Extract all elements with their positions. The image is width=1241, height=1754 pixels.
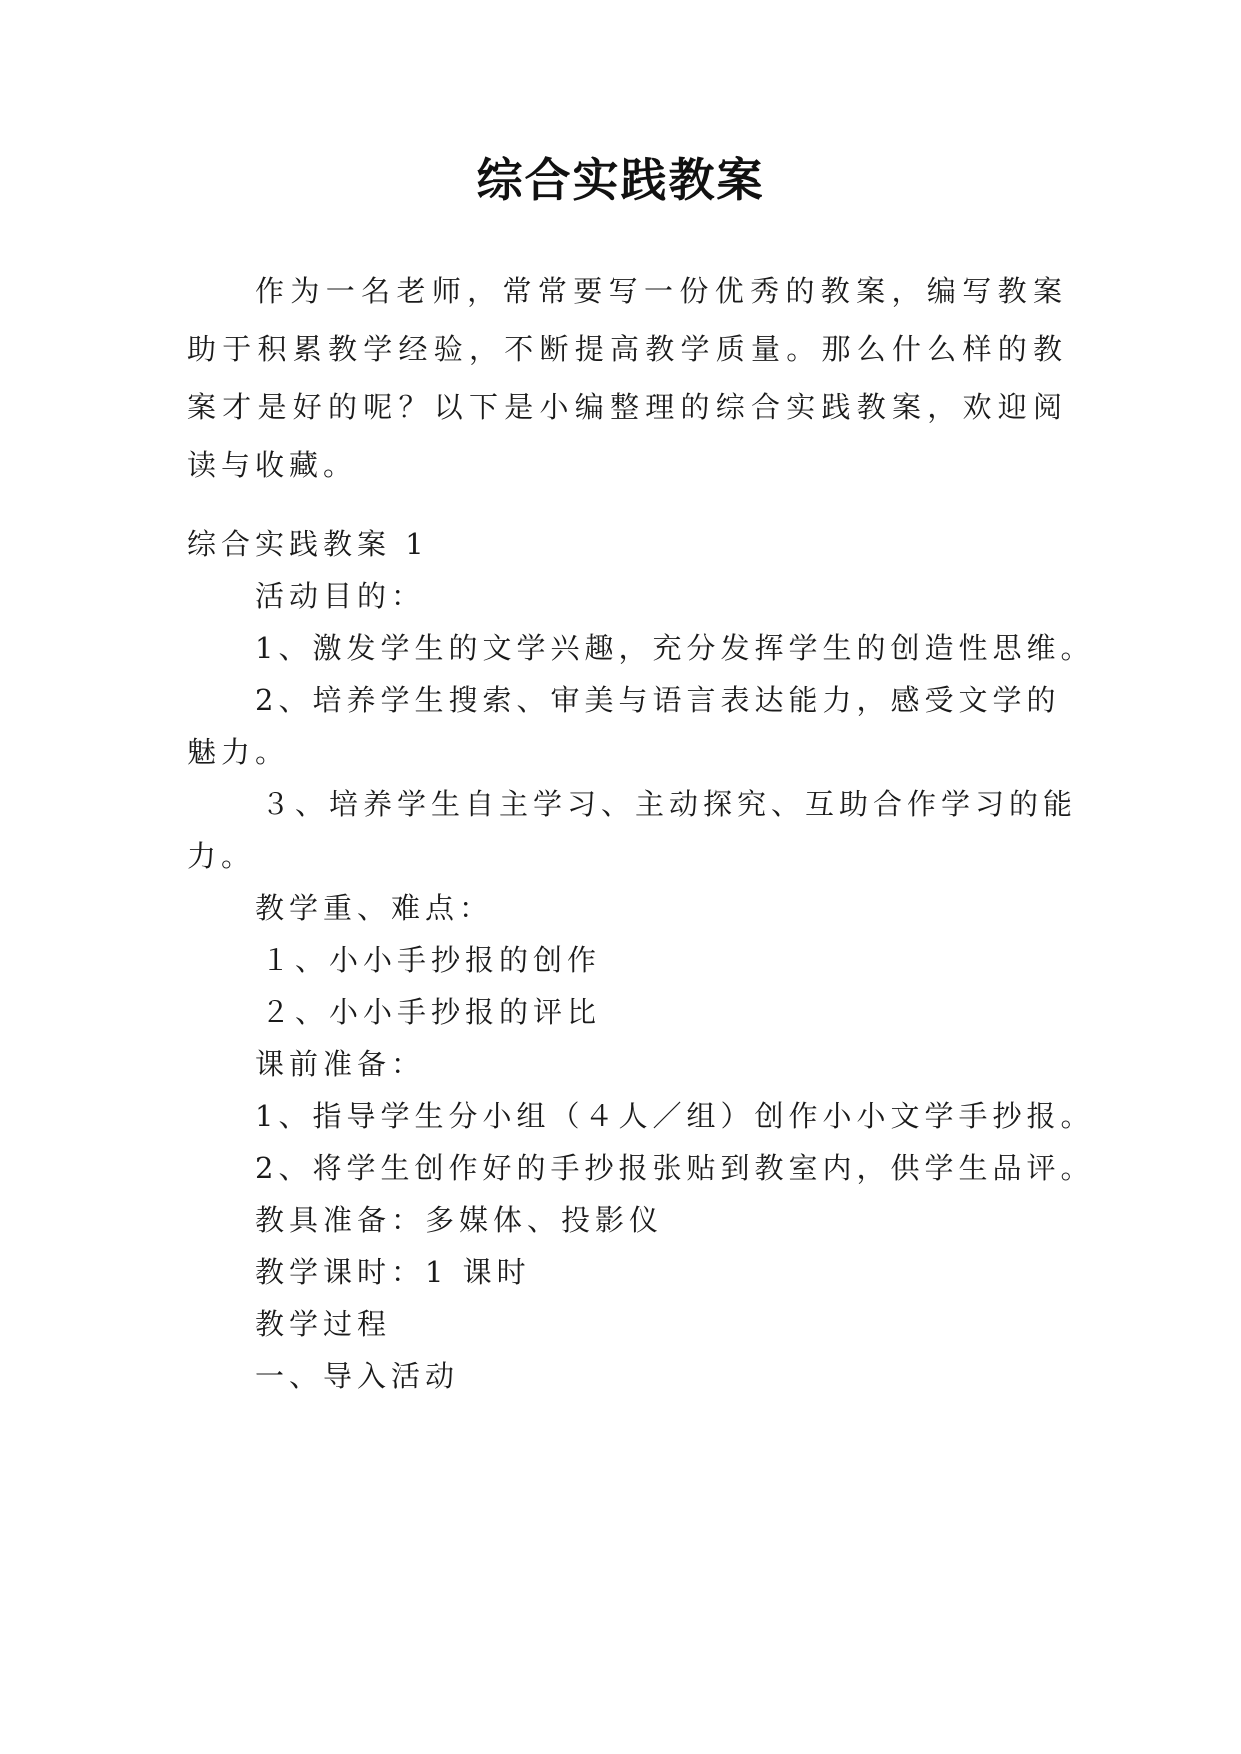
key-point-2: ２、小小手抄报的评比 [261,995,602,1029]
document-title: 综合实践教案 [476,153,765,207]
objective-2-line-1: 2、培养学生搜索、审美与语言表达能力，感受文学的 [255,683,1061,717]
objective-2-line-2: 魅力。 [187,735,290,769]
teaching-tools: 教具准备：多媒体、投影仪 [255,1203,664,1237]
objective-3-line-1: ３、培养学生自主学习、主动探究、互助合作学习的能 [261,787,1078,821]
objective-3-line-2: 力。 [187,839,256,873]
prep-label: 课前准备： [255,1047,426,1081]
prep-item-1: 1、指导学生分小组（４人／组）创作小小文学手抄报。 [255,1099,1095,1133]
key-points-label: 教学重、难点： [255,891,494,925]
intro-paragraph: 作为一名老师，常常要写一份优秀的教案，编写教案助于积累教学经验，不断提高教学质量。那么什么样的教案才是好的呢？以下是小编整理的综合实践教案，欢迎阅读与收藏。 [187,274,1067,482]
process-step-1: 一、导入活动 [255,1359,460,1393]
objective-1: 1、激发学生的文学兴趣，充分发挥学生的创造性思维。 [255,631,1095,665]
prep-item-2: 2、将学生创作好的手抄报张贴到教室内，供学生品评。 [255,1151,1095,1185]
section-heading: 综合实践教案 1 [187,527,429,561]
teaching-duration: 教学课时：1 课时 [255,1255,531,1289]
process-label: 教学过程 [255,1307,392,1341]
objectives-label: 活动目的： [255,579,426,613]
key-point-1: １、小小手抄报的创作 [261,943,602,977]
